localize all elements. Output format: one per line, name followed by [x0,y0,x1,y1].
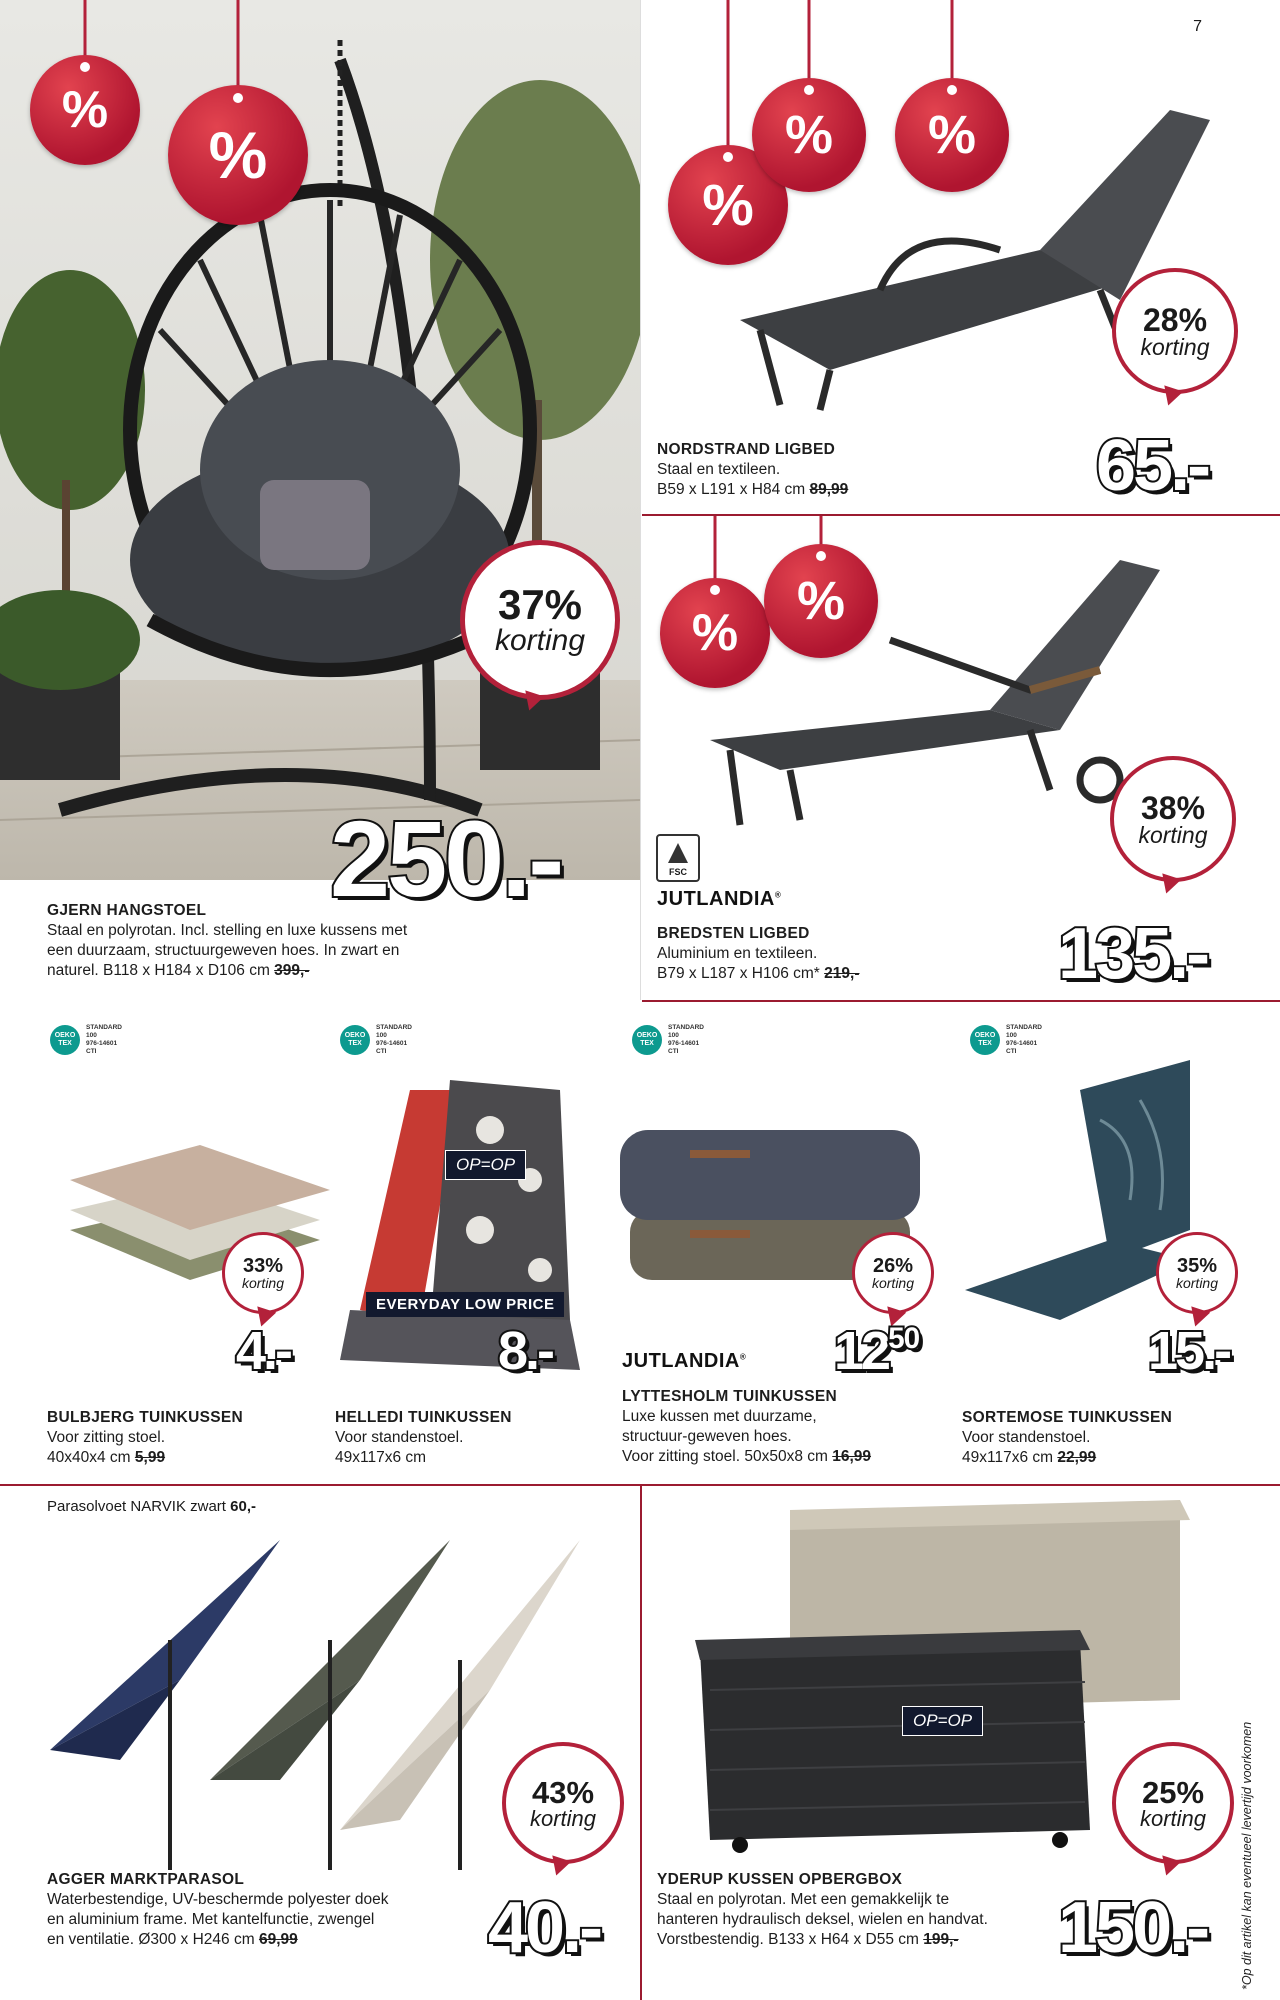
sortemose-discount-bubble [1156,1232,1238,1314]
discount-percent: 25% [1141,1774,1205,1810]
oeko-tex-icon: OEKO TEX [340,1025,370,1055]
discount-percent: 37% [497,581,583,628]
product-name: BREDSTEN LIGBED [657,925,810,942]
parasol-base-note: Parasolvoet NARVIK zwart 60,- [47,1498,256,1515]
old-price: 16,99 [832,1448,872,1465]
discount-tag: % [752,0,866,200]
oeko-tex-icon: OEKO TEX [970,1025,1000,1055]
product-name: GJERN HANGSTOEL [47,902,207,919]
old-price: 199,- [923,1931,959,1948]
korting-label: korting [1175,1275,1219,1291]
korting-label: korting [1140,333,1210,360]
oeko-tex-icon: OEKO TEX [632,1025,662,1055]
bredsten-price: 135.- [1058,914,1208,994]
product-name: YDERUP KUSSEN OPBERGBOX [657,1871,903,1888]
nordstrand-text: NORDSTRAND LIGBED Staal en textileen. B59 x L191 x H84 cm 89,99 [657,440,957,500]
gjern-discount-bubble [460,540,620,700]
oeko-tex-label: OEKO TEX STANDARD 100 976-14601 CTI [970,1024,1042,1056]
korting-label: korting [241,1275,285,1291]
agger-discount-bubble [502,1742,624,1864]
old-price: 89,99 [809,481,849,498]
discount-tag: % [668,0,788,280]
discount-percent: 33% [242,1255,284,1277]
gjern-text: GJERN HANGSTOEL Staal en polyrotan. Incl. stelling en luxe kussens met een duurzaam, structuurgeweven hoes. In zwart en naturel. B118 x H184 x D106 cm 399,- [47,901,467,981]
product-name: BULBJERG TUINKUSSEN [47,1409,244,1426]
korting-label: korting [871,1275,915,1291]
helledi-text: HELLEDI TUINKUSSEN Voor standenstoel. 49x117x6 cm [335,1408,565,1468]
tree-icon [668,843,688,863]
bredsten-discount-bubble [1110,756,1236,882]
op-op-label: OP=OP [902,1706,983,1736]
bredsten-text: BREDSTEN LIGBED Aluminium en textileen. B79 x L187 x H106 cm* 219,- [657,924,957,984]
product-name: LYTTESHOLM TUINKUSSEN [622,1388,837,1405]
discount-percent: 26% [872,1255,914,1277]
discount-tag: % [764,516,878,686]
product-name: AGGER MARKTPARASOL [47,1871,245,1888]
jutlandia-brand: JUTLANDIA® [622,1350,747,1372]
product-name: NORDSTRAND LIGBED [657,441,836,458]
helledi-price: 8.- [498,1321,553,1381]
discount-tag: % [660,516,770,716]
discount-tag: % [30,0,140,170]
helledi-illustration [340,1070,590,1380]
bulbjerg-discount-bubble [222,1232,304,1314]
old-price: 219,- [824,965,860,982]
lyttesholm-text: LYTTESHOLM TUINKUSSEN Luxe kussen met duurzame, structuur-geweven hoes. Voor zitting stoel. 50x50x8 cm 16,99 [622,1387,922,1467]
old-price: 399,- [274,962,310,979]
delivery-footnote: *Op dit artikel kan eventueel levertijd voorkomen [1240,1721,1254,1990]
bulbjerg-text: BULBJERG TUINKUSSEN Voor zitting stoel. 40x40x4 cm 5,99 [47,1408,277,1468]
agger-price: 40.- [488,1888,601,1968]
korting-label: korting [1139,1805,1207,1831]
oeko-tex-label: OEKO TEX STANDARD 100 976-14601 CTI [632,1024,704,1056]
op-op-label: OP=OP [445,1150,526,1180]
old-price: 69,99 [258,1931,298,1948]
fsc-logo: FSC [656,834,700,882]
page-number: 7 [1193,18,1202,35]
everyday-low-price-label: EVERYDAY LOW PRICE [366,1292,564,1317]
nordstrand-discount-bubble [1112,268,1238,394]
yderup-discount-bubble [1112,1742,1234,1864]
sortemose-price: 15.- [1148,1321,1230,1381]
lyttesholm-price: $12^{50}$ [834,1321,920,1381]
oeko-tex-label: OEKO TEX STANDARD 100 976-14601 CTI [340,1024,412,1056]
discount-tag: % [895,0,1009,200]
yderup-price: 150.- [1058,1888,1208,1968]
product-name: SORTEMOSE TUINKUSSEN [962,1409,1173,1426]
jutlandia-brand: JUTLANDIA® [657,888,782,910]
yderup-text: YDERUP KUSSEN OPBERGBOX Staal en polyrotan. Met een gemakkelijk te hanteren hydraulisch deksel, wielen en handvat. Vorstbestendig. B133 x H64 x D55 cm 199,- [657,1870,1057,1950]
korting-label: korting [529,1805,597,1831]
discount-percent: 28% [1142,301,1208,338]
discount-percent: 35% [1176,1255,1218,1277]
korting-label: korting [1138,821,1208,848]
helledi-photo [340,1070,590,1380]
old-price: 22,99 [1057,1449,1097,1466]
korting-label: korting [494,624,586,657]
agger-text: AGGER MARKTPARASOL Waterbestendige, UV-beschermde polyester doek en aluminium frame. Met kantelfunctie, zwengel en ventilatie. Ø300 x H246 cm 69,99 [47,1870,467,1950]
lyttesholm-discount-bubble [852,1232,934,1314]
gjern-price: 250.- [330,798,562,919]
old-price: 5,99 [134,1449,166,1466]
oeko-tex-icon: OEKO TEX [50,1025,80,1055]
sortemose-text: SORTEMOSE TUINKUSSEN Voor standenstoel. 49x117x6 cm 22,99 [962,1408,1192,1468]
nordstrand-price: 65.- [1096,426,1209,506]
discount-percent: 38% [1140,789,1206,826]
oeko-tex-label: OEKO TEX STANDARD 100 976-14601 CTI [50,1024,122,1056]
bulbjerg-price: 4.- [236,1321,291,1381]
discount-tag: % [168,0,308,230]
discount-percent: 43% [531,1774,595,1810]
product-name: HELLEDI TUINKUSSEN [335,1409,512,1426]
